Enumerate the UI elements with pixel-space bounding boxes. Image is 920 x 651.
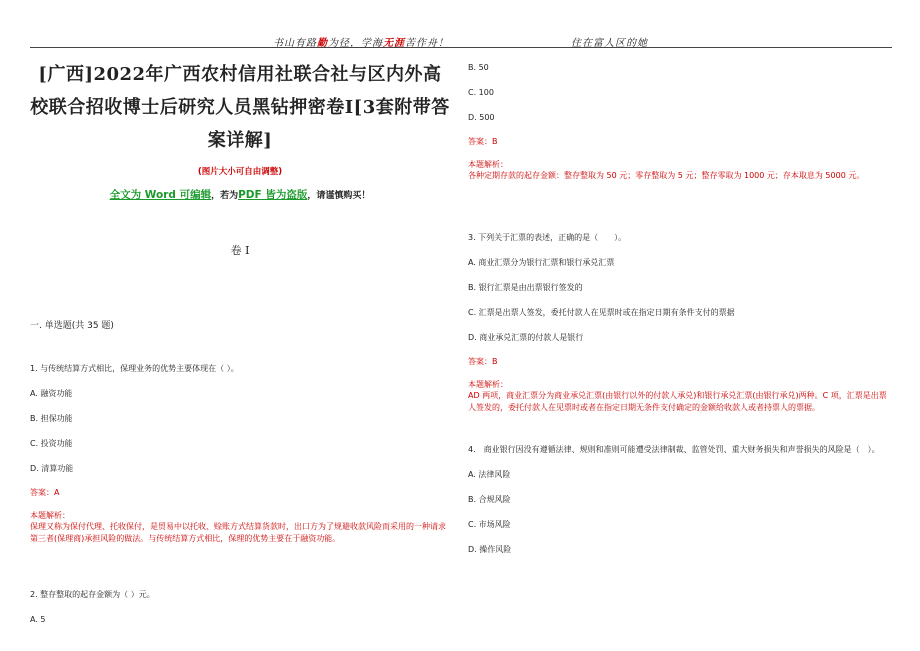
question-stem: 1. 与传统结算方式相比，保理业务的优势主要体现在（ ）。: [30, 364, 239, 373]
question-3: [468, 232, 892, 414]
motto-part: 为径，学海: [328, 38, 383, 49]
analysis-label: 本题解析：: [30, 511, 70, 520]
option-c: C. 投资功能: [30, 439, 73, 448]
pdf-piracy-link[interactable]: PDF 皆为盗版: [238, 189, 308, 201]
option-d: D. 商业承兑汇票的付款人是银行: [468, 333, 584, 342]
answer: 答案：B: [468, 357, 498, 366]
option-b: B. 银行汇票是由出票银行签发的: [468, 283, 583, 292]
option-d: D. 500: [468, 113, 495, 122]
option-d: D. 清算功能: [30, 464, 74, 473]
volume-heading: 卷 I: [230, 244, 250, 257]
analysis-label: 本题解析：: [468, 380, 508, 389]
motto-part-highlight: 无涯: [383, 38, 405, 49]
analysis-text: AD 两项，商业汇票分为商业承兑汇票(由银行以外的付款人承兑)和银行承兑汇票(由银行承兑)两种。C 项，汇票是出票人签发的，委托付款人在见票时或者在指定日期无条件支付确定的金额给收款人或者持票人的票据。: [468, 391, 887, 412]
question-stem: 2. 整存整取的起存金额为（ ）元。: [30, 590, 155, 599]
question-stem: 4. 商业银行因没有遵循法律、规则和准则可能遭受法律制裁、监管处罚、重大财务损失和声誉损失的风险是（ ）。: [468, 445, 880, 454]
document-title: [广西]2022年广西农村信用社联合社与区内外高校联合招收博士后研究人员黑钻押密卷I[3套附带答案详解]: [30, 64, 450, 151]
option-b: B. 50: [468, 63, 489, 72]
right-column: [468, 58, 892, 556]
word-editable-link[interactable]: 全文为 Word 可编辑: [109, 189, 212, 201]
word-edit-note: [30, 187, 450, 202]
analysis-text: 各种定期存款的起存金额：整存整取为 50 元；零存整取为 5 元；整存零取为 1000 元；存本取息为 5000 元。: [468, 171, 865, 180]
analysis-label: 本题解析：: [468, 160, 508, 169]
motto-part-highlight: 勤: [317, 38, 328, 49]
option-a: A. 融资功能: [30, 389, 73, 398]
header-right-text: 住在富人区的她: [571, 38, 648, 49]
option-c: C. 100: [468, 88, 494, 97]
left-column: [30, 58, 450, 626]
option-d: D. 操作风险: [468, 545, 512, 554]
option-c: C. 市场风险: [468, 520, 511, 529]
answer: 答案：A: [30, 488, 60, 497]
question-2-continued: [468, 62, 892, 182]
section-heading: 一. 单选题(共 35 题): [30, 321, 114, 331]
note-text: ，若为: [211, 191, 239, 201]
option-b: B. 担保功能: [30, 414, 73, 423]
option-b: B. 合规风险: [468, 495, 511, 504]
motto-part: 苦作舟！: [405, 38, 449, 49]
question-4: [468, 444, 892, 556]
question-1: [30, 363, 450, 545]
page-header: [30, 30, 892, 48]
motto-part: 书山有路: [273, 38, 317, 49]
option-a: A. 5: [30, 615, 46, 624]
header-divider: [30, 47, 892, 48]
question-stem: 3. 下列关于汇票的表述，正确的是（ ）。: [468, 233, 627, 242]
image-size-note: (图片大小可自由调整): [197, 167, 283, 177]
option-c: C. 汇票是出票人签发，委托付款人在见票时或在指定日期有条件支付的票据: [468, 308, 735, 317]
question-2: [30, 589, 450, 626]
option-a: A. 法律风险: [468, 470, 511, 479]
answer: 答案：B: [468, 137, 498, 146]
note-text: ，请谨慎购买！: [307, 191, 371, 201]
analysis-text: 保理又称为保付代理、托收保付，是贸易中以托收、赊账方式结算货款时，出口方为了规避收款风险而采用的一种请求第三者(保理商)承担风险的做法。与传统结算方式相比，保理的优势主要在于融资功能。: [30, 522, 446, 543]
option-a: A. 商业汇票分为银行汇票和银行承兑汇票: [468, 258, 615, 267]
